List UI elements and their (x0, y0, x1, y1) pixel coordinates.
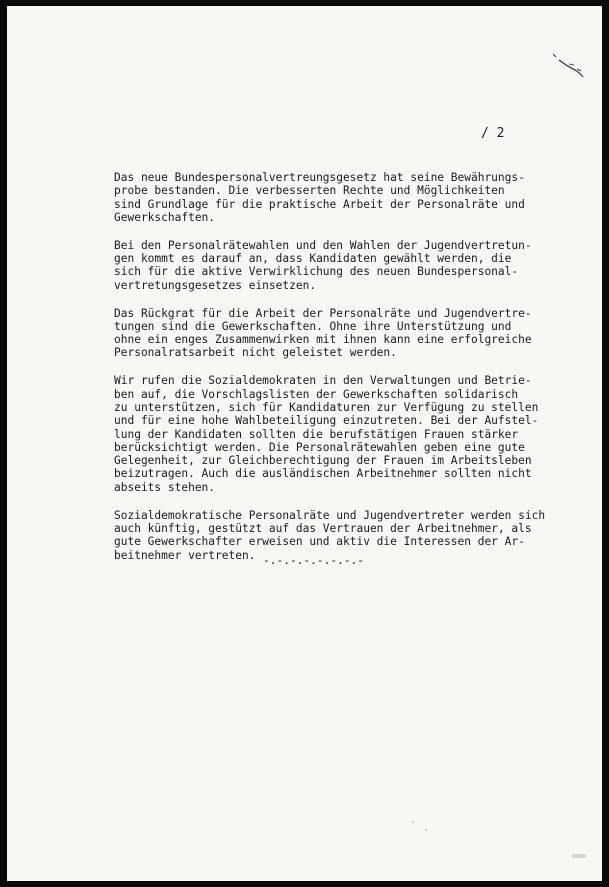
text-line: beizutragen. Auch die ausländischen Arbeitnehmer sollten nicht (114, 467, 532, 481)
text-line: und für eine hohe Wahlbeteiligung einzutreten. Bei der Aufstel- (114, 414, 539, 428)
text-line: vertretungsgesetzes einsetzen. (114, 278, 317, 292)
text-line: Bei den Personalrätewahlen und den Wahlen der Jugendvertretun- (114, 238, 532, 252)
text-line: gute Gewerkschafter erweisen und aktiv die Interessen der Ar- (114, 535, 525, 549)
text-line: probe bestanden. Die verbesserten Rechte und Möglichkeiten (114, 184, 505, 198)
text-line: sich für die aktive Verwirklichung des neuen Bundespersonal- (114, 265, 519, 279)
text-line: Gelegenheit, zur Gleichberechtigung der Frauen im Arbeitsleben (114, 454, 532, 468)
paragraph (114, 374, 574, 494)
end-separator: -.-.-.-.-.-.-.- (263, 554, 365, 567)
paragraph (114, 239, 574, 292)
text-line: lung der Kandidaten sollten die berufstätigen Frauen stärker (114, 427, 519, 441)
scan-speck (425, 829, 427, 831)
text-line: Wir rufen die Sozialdemokraten in den Verwaltungen und Betrie- (114, 374, 532, 388)
paragraph (114, 307, 574, 360)
text-line: beitnehmer vertreten. (114, 548, 256, 562)
text-line: Das Rückgrat für die Arbeit der Personalräte und Jugendvertre- (114, 306, 532, 320)
text-line: tungen sind die Gewerkschaften. Ohne ihre Unterstützung und (114, 319, 512, 333)
text-line: auch künftig, gestützt auf das Vertrauen der Arbeitnehmer, als (114, 521, 532, 535)
text-line: Das neue Bundespersonalvertreungsgesetz hat seine Bewährungs- (114, 171, 525, 184)
text-line: Personalratsarbeit nicht geleistet werden. (114, 346, 397, 360)
text-line: Gewerkschaften. (114, 210, 216, 224)
document-page (7, 6, 602, 881)
text-line: sind Grundlage für die praktische Arbeit der Personalräte und (114, 197, 525, 211)
paragraph (114, 171, 574, 224)
text-line: abseits stehen. (114, 480, 216, 494)
page-number: / 2 (481, 126, 505, 141)
text-line: berücksichtigt werden. Die Personalrätewahlen geben eine gute (114, 440, 525, 454)
text-line: zu unterstützen, sich für Kandidaturen zur Verfügung zu stellen (114, 400, 539, 414)
scan-speck (572, 854, 586, 858)
text-line: ben auf, die Vorschlagslisten der Gewerkschaften solidarisch (114, 387, 519, 401)
pen-mark-icon (547, 50, 587, 80)
text-line: ohne ein enges Zusammenwirken mit ihnen kann eine erfolgreiche (114, 333, 532, 347)
scan-speck (412, 821, 414, 823)
text-line: Sozialdemokratische Personalräte und Jugendvertreter werden sich (114, 508, 546, 522)
text-line: gen kommt es darauf an, dass Kandidaten gewählt werden, die (114, 252, 512, 266)
document-body (114, 171, 574, 576)
